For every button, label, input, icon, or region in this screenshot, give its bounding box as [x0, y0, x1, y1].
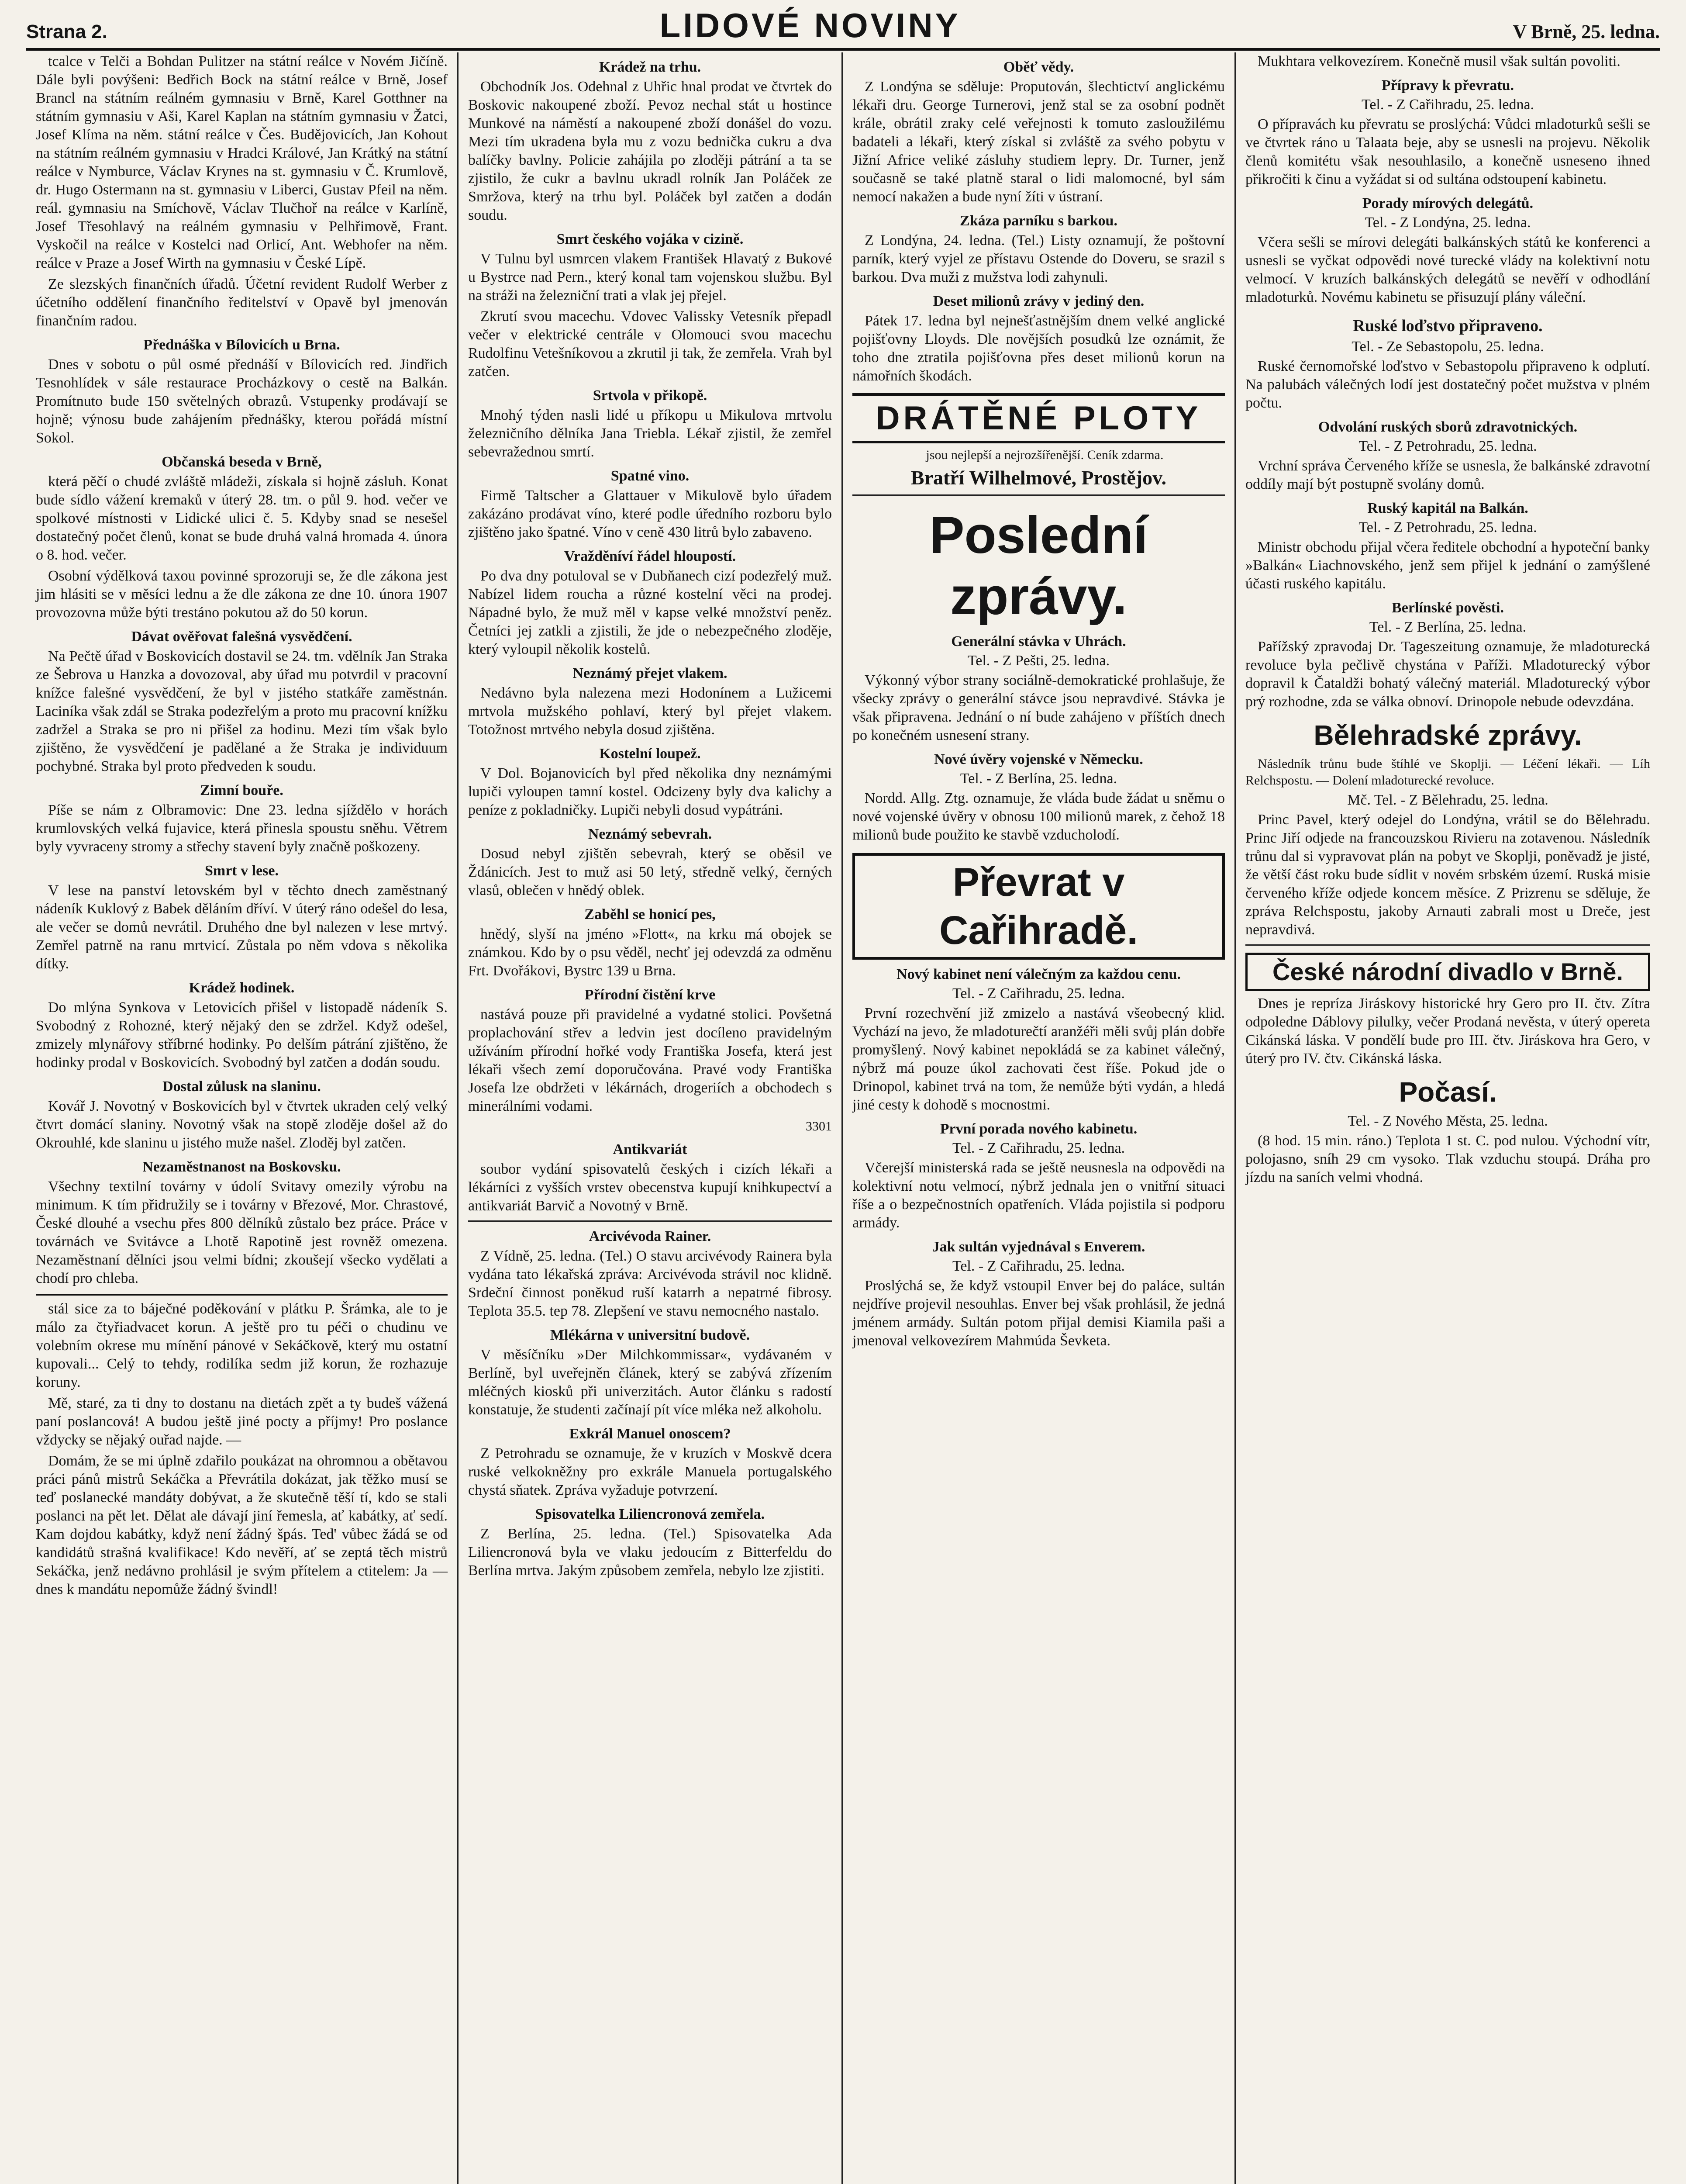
dateline: Tel. - Z Berlína, 25. ledna.: [960, 771, 1117, 787]
article-text: Dnes v sobotu o půl osmé přednáší v Bílovicích red. Jindřich Tesnohlídek v sále restaurace Procházkovy o cestě na Balkán. Promítnuto bude 150 světelných obrazů. Vstupenky prodávají se hojně; výnosu bude zahájením přednášky, kterou pořádá místní Sokol.: [36, 356, 448, 446]
latest-news-heading: Poslední zprávy.: [929, 506, 1148, 625]
article-heading: Dostal zůlusk na slaninu.: [162, 1078, 321, 1095]
article-heading: Zimní bouře.: [200, 782, 283, 798]
belgrade-news-heading: Bělehradské zprávy.: [1314, 719, 1582, 751]
advertisement-number: 3301: [806, 1119, 832, 1133]
dateline: Tel. - Z Londýna, 25. ledna.: [1365, 214, 1531, 231]
article-heading: Zaběhl se honicí pes,: [584, 906, 716, 923]
article-text: Firmě Taltscher a Glattauer v Mikulově bylo úřadem zakázáno prodávat víno, které podle úředního rozboru bylo zjištěno jako špatné. Víno v ceně 430 litrů bylo zabaveno.: [468, 487, 832, 540]
advertisement-text: soubor vydání spisovatelů českých i cizích lékaři a lékárníci z vyšších vrstev obecenstva kupují knihkupectví a antikvariát Barvič a Novotný v Brně.: [468, 1161, 832, 1214]
article-heading: Neznámý sebevrah.: [588, 826, 712, 842]
dateline: Tel. - Z Petrohradu, 25. ledna.: [1358, 438, 1537, 454]
article-text: Ministr obchodu přijal včera ředitele obchodní a hypoteční banky »Balkán« Liachnovského, jenž sem přijel k jednání o zamýšlené účasti ruského kapitálu.: [1245, 539, 1650, 592]
article-text: Z Londýna, 24. ledna. (Tel.) Listy oznamují, že poštovní parník, který vyjel ze přístavu Ostende do Doveru, se srazil s barkou. Dva muži z mužstva lodi zahynuli.: [852, 232, 1225, 285]
article-heading: Občanská beseda v Brně,: [162, 454, 322, 470]
article-text: Do mlýna Synkova v Letovicích přišel v listopadě nádeník S. Svobodný z Rohozné, který nějaký den se zdržel. Když odešel, zmizely mlynářovy stříbrné hodinky. Po delším pátrání zjištěno, že hodinky prodal v Boskovicích. Svobodný byl zatčen a dodán soudu.: [36, 999, 448, 1071]
advertisement-fences-title: DRÁTĚNÉ PLOTY: [852, 393, 1225, 443]
dateline: Tel. - Z Cařihradu, 25. ledna.: [1361, 97, 1534, 113]
article-text: O přípravách ku převratu se proslýchá: Vůdci mladoturků sešli se ve čtvrtek ráno u Talaata beje, aby se usnesli na projevu. Několik členů komitétu však nesouhlasilo, a konečně usneseno ihned přikročiti k činu a vyžádat si od sultána odstoupení kabinetu.: [1245, 116, 1650, 187]
article-text: Včerejší ministerská rada se ještě neusnesla na odpovědi na kolektivní notu velmocí, nýbrž jednala jen o vnitřní situaci říše a o bezpečnostních opatřeních. Vláda pojistila si podporu armády.: [852, 1160, 1225, 1231]
dateline: Tel. - Z Petrohradu, 25. ledna.: [1358, 519, 1537, 536]
article-text: Vrchní správa Červeného kříže se usnesla, že balkánské zdravotní oddíly mají být postupně svolány domů.: [1245, 458, 1650, 492]
article-columns: [26, 52, 1660, 2184]
article-heading: Ruský kapitál na Balkán.: [1367, 500, 1528, 516]
advertisement-text: nastává pouze při pravidelné a vydatné stolici. Povšetná proplachování střev a ledvin jest docíleno pravidelným užíváním přírodní hořké vody Františka Josefa, která jest lékaři všech zemí doporučována. Pravé vody Františka Josefa lze obdržeti v lékárnách, drogeriích a obchodech s minerálními vodami.: [468, 1006, 832, 1114]
article-text: Včera sešli se mírovi delegáti balkánských států ke konferenci a usnesli se vyčkat odpovědi nové turecké vlády na kolektivní notu velmocí. V kruzích balkánských delegátů se nevěří v odhodlání mladoturků. Novému kabinetu se přisuzují plány váleční.: [1245, 234, 1650, 305]
divider: [1245, 944, 1650, 946]
column-1: [26, 52, 459, 2184]
article-text: Výkonný výbor strany sociálně-demokratické prohlašuje, že všecky zprávy o generální stávce jsou nepravdivé. Stávka je však připravena. Jednání o ní bude zahájeno v příštích dnech po konečném usnesení strany.: [852, 672, 1225, 743]
article-heading: Dávat ověřovat falešná vysvědčení.: [131, 629, 352, 645]
dateline: Tel. - Z Cařihradu, 25. ledna.: [952, 1140, 1125, 1156]
article-heading: Nezaměstnanost na Boskovsku.: [142, 1159, 341, 1175]
article-heading: Spatné vino.: [610, 468, 690, 484]
column-3: [843, 52, 1236, 2184]
divider: [468, 1220, 832, 1222]
article-heading: Smrt v lese.: [204, 863, 279, 879]
article-text: tcalce v Telči a Bohdan Pulitzer na státní reálce v Novém Jičíně. Dále byli povýšeni: Bedřich Bock na státní reálce v Brně, Josef Brancl na státním reálném gymnasiu v Brně, Karel Gotthner na státním gymnasiu v Aši, Karel Kaplan na státním gymnasiu v Žatci, Josef Klíma na něm. státní reálce v Čes. Budějovicích, Jan Kohout na státním reálném gymnasiu v Hradci Králové, Jan Krátký na státní reálce v Nymburce, Václav Krynes na st. gymnasiu v Č. Krumlově, dr. Hugo Ostermann na st. gymnasiu v Liberci, Gustav Pfeil na něm. reál. gymnasiu na Smíchově, Václav Tlučhoř na reálce v Karlíně, Josef Třesohlavý na reálném gymnasiu v Pelhřimově, Frant. Vyskočil na reálce v Kostelci nad Orlicí, Ant. Webhofer na něm. reálce v Praze a Josef Wirth na gymnasiu v České Lípě.: [36, 53, 448, 271]
article-summary: Následník trůnu bude štíhlé ve Skoplji. — Léčení lékaři. — Líh Relchspostu. — Dolení mladoturecké revoluce.: [1245, 757, 1650, 788]
column-2: [459, 52, 843, 2184]
article-text: Mě, staré, za ti dny to dostanu na dietách zpět a ty budeš vážená paní poslancová! A budou ještě jiné pocty a příjmy! Pro poslance vždycky se nějaký ouřad najde. —: [36, 1395, 448, 1448]
article-heading: Nový kabinet není válečným za každou cenu.: [896, 966, 1181, 982]
article-text: Dosud nebyl zjištěn sebevrah, který se oběsil ve Ždánicích. Jest to muž asi 50 letý, středně velký, černých vlasů, oblečen v hnědý oblek.: [468, 846, 832, 898]
article-heading: Exkrál Manuel onoscem?: [569, 1426, 731, 1442]
article-text: V Dol. Bojanovicích byl před několika dny neznámými lupiči vyloupen tamní kostel. Odcizeny byly dva kalichy a peníze z pokladničky. Lupiči nebyli dosud vypátráni.: [468, 765, 832, 818]
article-text: Všechny textilní továrny v údolí Svitavy omezily výrobu na minimum. K tím přidružily se i továrny v Březové, Mor. Chrastové, České dlouhé a vsechu přes 800 dělníků zůstalo bez práce. Práce v továrnách ve Svitávce a Lhotě Rapotině jest rovněž omezena. Nezaměstnaní dělníci jsou velmi bídni; zkoušejí všecko vydělati a chodí pro chleba.: [36, 1178, 448, 1286]
article-text: Domám, že se mi úplně zdařilo poukázat na ohromnou a obětavou práci pánů mistrů Sekáčka a Převrátila dokázat, jak těžko musí se teď poslanecké mandáty dobývat, a že skutečně těší tí, kdo se stali poslanci na pět let. Dělat ale dávají jiní řemesla, ať kabátky, ať sedí. Kam dojdou kabátky, když není žádný špás. Ted' vůbec žádá se od kandidátů strašná kvalifikace! Kdo nevěří, ať se zeptá těch mistrů Sekáčka, jenž nedávno prohlásil je svým přítelem a ctitelem: Ja — dnes k mandátu nepomůže žádný švindl!: [36, 1453, 448, 1597]
article-text: V Tulnu byl usmrcen vlakem František Hlavatý z Bukové u Bystrce nad Pern., který konal tam vojenskou službu. Byl na stráži na železniční trati a vlak jej přejel.: [468, 251, 832, 304]
article-text: Z Berlína, 25. ledna. (Tel.) Spisovatelka Ada Liliencronová byla ve vlaku jedoucím z Bitterfeldu do Berlína mrtva. Jakým způsobem zemřela, nebylo lze zjistiti.: [468, 1526, 832, 1579]
article-text: Obchodník Jos. Odehnal z Uhřic hnal prodat ve čtvrtek do Boskovic nakoupené zboží. Pevoz nechal stát u hostince Munkové na náměstí a nakoupené zboží donášel do vozu. Mezi tím ukradena byla mu z vozu bednička cukru a dva balíčky bavlny. Policie zahájila po zloději pátrání a ta se zjistilo, že cukr a bavlnu ukradl rolník Jan Poláček ze Smržova, který na trhu byl. Poláček byl zatčen a dodán soudu.: [468, 79, 832, 223]
issue-date: V Brně, 25. ledna.: [1513, 21, 1660, 42]
article-text: Z Londýna se sděluje: Proputován, šlechtictví anglickému lékaři dru. George Turnerovi, jenž stal se za osobní podnět krále, obrátil zraky celé veřejnosti k tomuto zasloužilému badateli a lékaři, který získal si zvláště za svého pobytu v Jižní Africe veliké zásluhy studiem lepry. Dr. Turner, jenž současně se také platně staral o lidi malomocné, byl sám nemocí nakažen a bude nyní žíti v ústraní.: [852, 79, 1225, 205]
article-text: Kovář J. Novotný v Boskovicích byl v čtvrtek ukraden celý velký čtvrt domácí slaniny. Novotný však na stopě zloděje došel až do Okrouhlé, kde slaninu u jistého muže našel. Zloděj byl zatčen.: [36, 1098, 448, 1151]
article-text: Na Pečtě úřad v Boskovicích dostavil se 24. tm. vdělník Jan Straka ze Šebrova u Hanzka a dovozoval, aby úřad mu potvrdil v pracovní knížce falešné vysvědčení, že byl v jistého statkáře zaměstnán. Laciníka však zdál se Straka podezřelým a proto mu pracovní knížku zadržel a Straka se pro ni přišel za hodinu. Mezi tím však bylo zjištěno, že vysvědčení je padělané a že Straka je individuum pochybné. Straka byl proto předveden k soudu.: [36, 648, 448, 774]
article-heading: Spisovatelka Liliencronová zemřela.: [535, 1506, 765, 1522]
article-text: Ruské černomořské loďstvo v Sebastopolu připraveno k odplutí. Na palubách válečných lodí jest dostatečný počet mužstva v plném počtu.: [1245, 358, 1650, 411]
article-text: Z Vídně, 25. ledna. (Tel.) O stavu arcivévody Rainera byla vydána tato lékařská zpráva: Arcivévoda strávil noc klidně. Srdeční činnost poněkud ruší katarrh a nepatrné fibrosy. Teplota 35.5. tep 78. Zlepšení ve stavu nemocného nastalo.: [468, 1248, 832, 1319]
article-text: V lese na panství letovském byl v těchto dnech zaměstnaný nádeník Kuklový z Babek děláním dříví. V úterý ráno odešel do lesa, ale večer se domů nevrátil. Druhého dne byl nalezen v lese mrtvý. Zemřel patrně na ranu mrtvicí. Zůstala po něm vdova s několika dítky.: [36, 882, 448, 972]
advertisement-heading: Antikvariát: [613, 1141, 687, 1158]
article-heading: Odvolání ruských sborů zdravotnických.: [1318, 419, 1578, 435]
article-text: Princ Pavel, který odejel do Londýna, vrátil se do Bělehradu. Princ Jiří odjede na francouzskou Rivieru na zotavenou. Následník trůnu dal si vypravovat plán na pobyt ve Skoplji, poněvadž je jisté, že větší část roku bude sídlit v novém srbském území. Ruská misie červeného kříže odjede koncem měsíce. Z Prizrenu se sděluje, že zpráva Relchspostu, jakoby Arnauti zabrali most u Dreče, jest nepravdivá.: [1245, 812, 1650, 938]
article-text: stál sice za to báječné poděkování v plátku P. Šrámka, ale to je málo za čtyřiadvacet korun. A ještě pro tu péči o chudinu ve volebním okrese mu mínění pánové v Sekáčkově, který mu ostatní kupovali... Celý to tehdy, rodilíka sedm již korun, že rozhazuje koruny.: [36, 1301, 448, 1390]
dateline: Tel. - Ze Sebastopolu, 25. ledna.: [1352, 339, 1544, 355]
article-text: Zkrutí svou macechu. Vdovec Valissky Vetesník přepadl večer v elektrické centrále v Olomouci svou macechu Rudolfinu Vetešníkovou a zkrutil ji tak, že zemřela. Vrah byl zatčen.: [468, 308, 832, 380]
feuilleton-continuation: [36, 1294, 448, 1599]
article-text: Pařížský zpravodaj Dr. Tageszeitung oznamuje, že mladoturecká revoluce byla pečlivě chystána v Paříži. Mladoturecký výbor dopravil k Čataldži bohatý válečný materiál. Mladoturecký výbor prý rozhodne, zda se válka obnoví. Drinopole nebude odevzdána.: [1245, 639, 1650, 710]
dateline: Tel. - Z Cařihradu, 25. ledna.: [952, 985, 1125, 1002]
article-text: Z Petrohradu se oznamuje, že v kruzích v Moskvě dcera ruské velkokněžny pro exkrále Manuela portugalského chystá sňatek. Zpráva vyžaduje potvrzení.: [468, 1445, 832, 1498]
article-heading: Vražděníví řádel hloupostí.: [564, 548, 736, 564]
dateline: Tel. - Z Nového Města, 25. ledna.: [1348, 1113, 1548, 1129]
advertisement-heading: Přírodní čistění krve: [584, 987, 716, 1003]
article-heading: Porady mírových delegátů.: [1362, 195, 1534, 211]
article-text: Osobní výdělková taxou povinné sprozoruji se, že dle zákona jest jim hlásiti se v měsíci lednu a že dle zákona ze dne 10. února 1907 provozovna může býti trestáno pokutou až do 50 korun.: [36, 568, 448, 621]
article-heading: Arcivévoda Rainer.: [589, 1228, 711, 1244]
article-heading: Smrt českého vojáka v cizině.: [556, 231, 744, 247]
article-heading: Berlínské pověsti.: [1392, 600, 1504, 616]
newspaper-title: LIDOVÉ NOVINY: [659, 6, 961, 45]
article-heading: Neznámý přejet vlakem.: [572, 665, 727, 681]
article-heading: Krádež hodinek.: [189, 980, 295, 996]
article-heading: Ruské loďstvo připraveno.: [1353, 317, 1543, 335]
article-heading: Oběť vědy.: [1003, 59, 1074, 75]
coup-headline: Převrat v Cařihradě.: [852, 853, 1225, 960]
article-heading: Zkáza parníku s barkou.: [960, 213, 1117, 229]
page-number: Strana 2.: [26, 21, 107, 42]
theatre-heading: České národní divadlo v Brně.: [1245, 953, 1650, 991]
article-text: Mukhtara velkovezírem. Konečně musil však sultán povoliti.: [1258, 53, 1620, 69]
divider: [852, 494, 1225, 496]
article-heading: Deset milionů zrávy v jediný den.: [933, 293, 1145, 309]
article-text: Po dva dny potuloval se v Dubňanech cizí podezřelý muž. Nabízel lidem roucha a různé kostelní věci na prodej. Nápadné bylo, že muž měl v kapse velké množství peněz. Četníci jej zatkli a zjistili, že jde o nebezpečného zloděje, který vyloupil několik kostelů.: [468, 568, 832, 657]
article-text: Dnes je repríza Jiráskovy historické hry Gero pro II. čtv. Zítra odpoledne Dáblovy pilulky, večer Prodaná nevěsta, v úterý opereta Cikánská láska. V pondělí bude pro III. čtv. Jiráskova hra Gero, v úterý pro IV. čtv. Cikánská láska.: [1245, 995, 1650, 1067]
dateline: Tel. - Z Berlína, 25. ledna.: [1369, 619, 1527, 635]
article-heading: Přednáška v Bílovicích u Brna.: [143, 337, 340, 353]
article-heading: Krádež na trhu.: [599, 59, 701, 75]
dateline: Mč. Tel. - Z Bělehradu, 25. ledna.: [1347, 792, 1548, 808]
article-text: Mnohý týden nasli lidé u příkopu u Mikulova mrtvolu železničního dělníka Jana Triebla. Lékař zjistil, že zemřel sebevražednou smrtí.: [468, 407, 832, 460]
article-text: Nordd. Allg. Ztg. oznamuje, že vláda bude žádat u sněmu o nové vojenské úvěry v obnosu 100 milionů marek, z čehož 18 milionů bude použito ke stavbě vzducholodí.: [852, 790, 1225, 843]
dateline: Tel. - Z Cařihradu, 25. ledna.: [952, 1258, 1125, 1274]
article-text: která pěčí o chudé zvláště mládeži, získala si hojně zásluh. Konat bude sídlo vážení kremaků v úterý 28. tm. o půl 9. hod. večer ve spolkové místnosti v Lidické ulici č. 5. Kdyby snad se nesešel dostatečný počet členů, konat se bude druhá valná hromada 4. února o 8. hod. večer.: [36, 473, 448, 563]
article-heading: Mlékárna v universitní budově.: [550, 1327, 750, 1343]
article-text: První rozechvění již zmizelo a nastává všeobecný klid. Vychází na jevo, že mladoturečtí aranžéři měli svůj plán dobře promyšlený. Nový kabinet nepokládá se za kabinet válečný, nýbrž má pouze úkol zachovati čest říše. Pokud jde o Drinopol, kabinet trvá na tom, že nemůže býti vydán, a hledá jiné cesty k dohodě s mocnostmi.: [852, 1005, 1225, 1113]
article-heading: Srtvola v přikopě.: [593, 387, 707, 404]
article-heading: První porada nového kabinetu.: [940, 1121, 1138, 1137]
article-text: Ze slezských finančních úřadů. Účetní revident Rudolf Werber z účetního oddělení finančního ředitelství v Opavě byl jmenován finančním radou.: [36, 276, 448, 329]
advertisement-fences-firm: Bratří Wilhelmové, Prostějov.: [910, 467, 1167, 489]
article-heading: Nové úvěry vojenské v Německu.: [934, 751, 1143, 767]
article-text: Píše se nám z Olbramovic: Dne 23. ledna sjíždělo v horách krumlovských velká fujavice, která přinesla spoustu sněhu. Větrem byly vyvraceny stromy a střechy stavení byly značně poškozeny.: [36, 802, 448, 855]
weather-heading: Počasí.: [1399, 1076, 1497, 1108]
column-4: [1236, 52, 1660, 2184]
article-text: Nedávno byla nalezena mezi Hodonínem a Lužicemi mrtvola mužského pohlaví, který byl přejet vlakem. Totožnost mrtvého nebyla dosud zjištěna.: [468, 685, 832, 738]
article-heading: Jak sultán vyjednával s Enverem.: [932, 1239, 1145, 1255]
dateline: Tel. - Z Pešti, 25. ledna.: [967, 653, 1110, 669]
advertisement-fences-subtitle: jsou nejlepší a nejrozšířenější. Ceník zdarma.: [926, 448, 1164, 462]
article-text: hnědý, slyší na jméno »Flott«, na krku má obojek se známkou. Kdo by o psu věděl, nechť jej odevzdá za odměnu Frt. Dvořákovi, Bystrc 139 u Brna.: [468, 926, 832, 979]
article-text: Pátek 17. ledna byl nejnešťastnějším dnem velké anglické pojišťovny Lloyds. Dle novějších posudků lze oznámit, že toho dne ztratila pojišťovna přes deset milionů korun na námořních škodách.: [852, 313, 1225, 384]
masthead: [26, 0, 1660, 51]
article-heading: Kostelní loupež.: [599, 746, 701, 762]
article-text: Proslýchá se, že když vstoupil Enver bej do paláce, sultán nejdříve projevil nesouhlas. Enver bej však prohlásil, že jedná jménem armády. Sultán potom přijal demisi Kiamila paši a jmenoval velkovezírem Mahmúda Ševketa.: [852, 1278, 1225, 1349]
article-heading: Generální stávka v Uhrách.: [951, 633, 1126, 650]
article-heading: Přípravy k převratu.: [1381, 77, 1514, 93]
article-text: V měsíčníku »Der Milchkommissar«, vydávaném v Berlíně, byl uveřejněn článek, který se zabývá zřízením mléčných kiosků při univerzitách. Autor článku s radostí konstatuje, že studenti začínají pít více mléka než alkoholu.: [468, 1347, 832, 1418]
article-text: (8 hod. 15 min. ráno.) Teplota 1 st. C. pod nulou. Východní vítr, polojasno, sníh 29 cm vysoko. Tlak vzduchu stoupá. Dráha pro jízdu na saních velmi vhodná.: [1245, 1133, 1650, 1185]
